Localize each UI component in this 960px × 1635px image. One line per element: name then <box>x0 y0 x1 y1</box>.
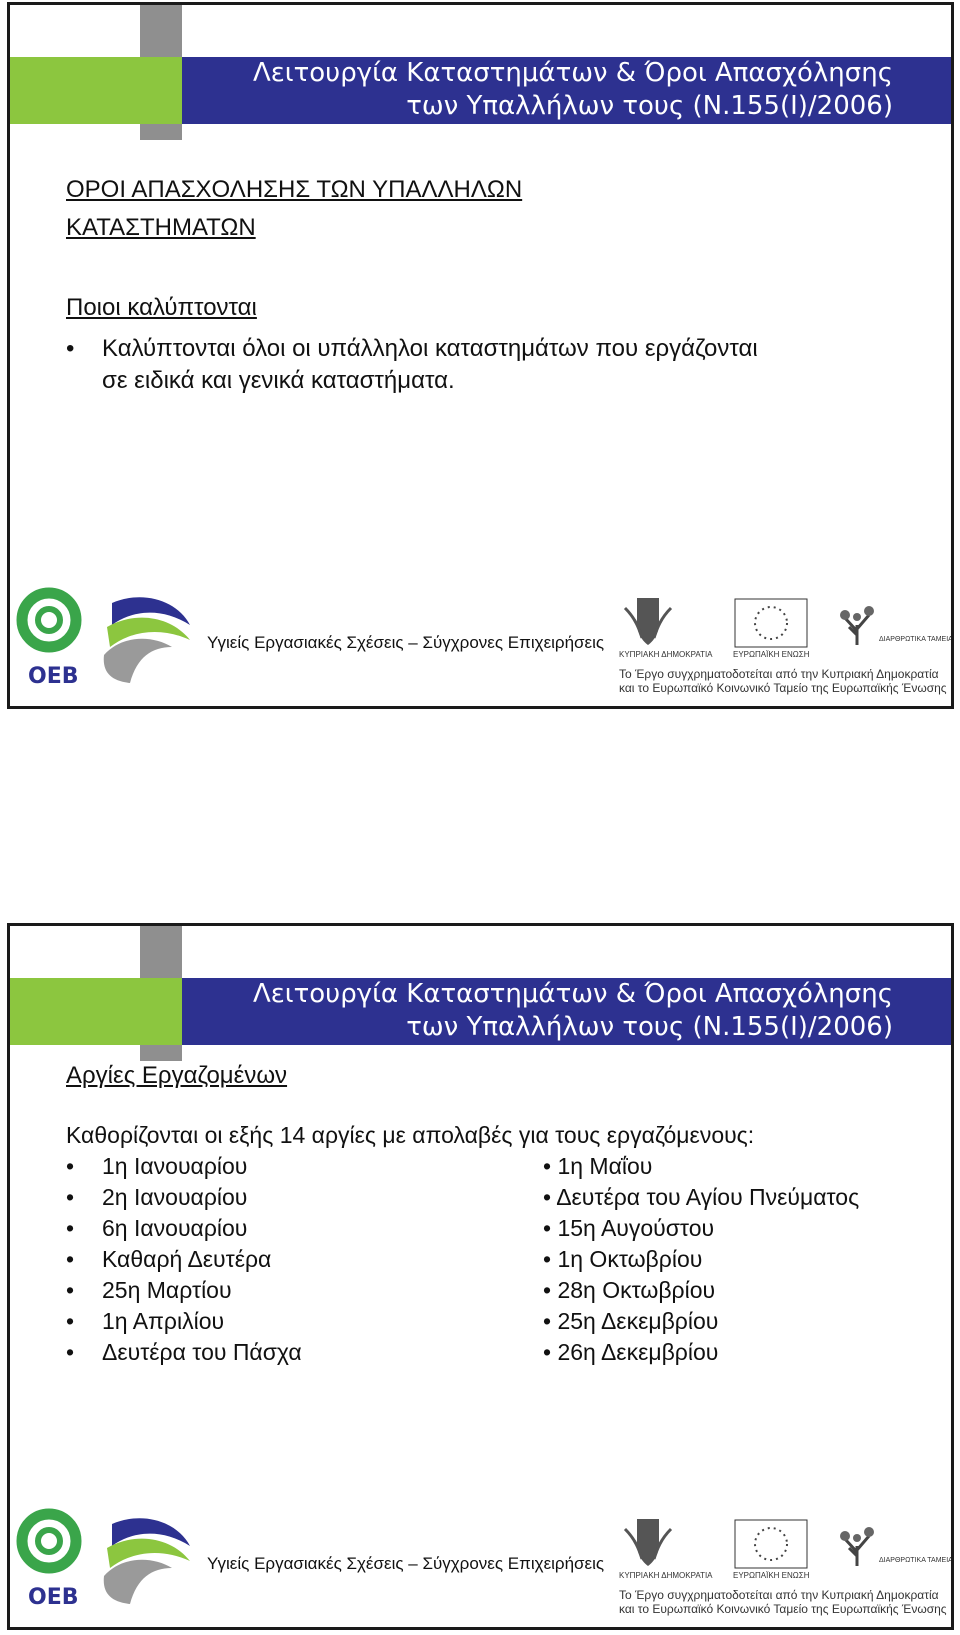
list-item: • 25η Μαρτίου <box>66 1277 232 1303</box>
eu-flag-icon <box>735 599 807 647</box>
list-item: • 2η Ιανουαρίου <box>66 1184 248 1210</box>
list-item: • 28η Οκτωβρίου <box>543 1277 716 1303</box>
slide-1 <box>7 2 954 709</box>
slide-title-line-2: των Υπαλλήλων τους (Ν.155(Ι)/2006) <box>406 91 893 121</box>
footer-text: Υγιείς Εργασιακές Σχέσεις – Σύγχρονες Επιχειρήσεις <box>207 1554 605 1573</box>
structural-funds-tree-icon <box>840 1527 874 1566</box>
government-logos <box>617 593 954 708</box>
list-item: • 1η Ιανουαρίου <box>66 1153 248 1179</box>
decorative-green-bar <box>10 57 182 124</box>
slide-title-line-2: των Υπαλλήλων τους (Ν.155(Ι)/2006) <box>406 1012 893 1042</box>
svg-text:OEB: OEB <box>28 664 79 689</box>
oeb-logo <box>12 585 197 695</box>
svg-text:Το Έργο συγχρηματοδοτείται από: Το Έργο συγχρηματοδοτείται από την Κυπριακή Δημοκρατία <box>619 1588 939 1602</box>
section-heading: Αργίες Εργαζομένων <box>66 1062 288 1089</box>
svg-text:ΕΥΡΩΠΑΪΚΗ ΕΝΩΣΗ: ΕΥΡΩΠΑΪΚΗ ΕΝΩΣΗ <box>733 650 810 659</box>
svg-text:και το Ευρωπαϊκό Κοινωνικό Ταμ: και το Ευρωπαϊκό Κοινωνικό Ταμείο της Ευρωπαϊκής Ένωσης <box>619 1602 947 1616</box>
svg-text:ΚΥΠΡΙΑΚΗ ΔΗΜΟΚΡΑΤΙΑ: ΚΥΠΡΙΑΚΗ ΔΗΜΟΚΡΑΤΙΑ <box>619 1571 713 1580</box>
slide-title-line-1: Λειτουργία Καταστημάτων & Όροι Απασχόλησης <box>252 979 893 1009</box>
bullet-dot: • <box>66 335 75 362</box>
list-item: • 1η Οκτωβρίου <box>543 1246 703 1272</box>
intro-text: Καθορίζονται οι εξής 14 αργίες με απολαβές για τους εργαζόμενους: <box>66 1122 755 1148</box>
bullet-text-line-2: σε ειδικά και γενικά καταστήματα. <box>102 367 455 394</box>
list-item: • 25η Δεκεμβρίου <box>543 1308 719 1334</box>
svg-text:ΔΙΑΡΘΡΩΤΙΚΑ ΤΑΜΕΙΑ: ΔΙΑΡΘΡΩΤΙΚΑ ΤΑΜΕΙΑ <box>879 1557 953 1564</box>
slide-title-line-1: Λειτουργία Καταστημάτων & Όροι Απασχόλησης <box>252 58 893 88</box>
list-item: • 1η Μαΐου <box>543 1153 653 1179</box>
eu-flag-icon <box>735 1520 807 1568</box>
oeb-logo <box>12 1506 197 1616</box>
bullet-item <box>66 333 758 364</box>
svg-text:ΔΙΑΡΘΡΩΤΙΚΑ ΤΑΜΕΙΑ: ΔΙΑΡΘΡΩΤΙΚΑ ΤΑΜΕΙΑ <box>879 636 953 643</box>
footer-text: Υγιείς Εργασιακές Σχέσεις – Σύγχρονες Επιχειρήσεις <box>207 633 605 652</box>
list-item: • Καθαρή Δευτέρα <box>66 1246 272 1272</box>
cyprus-emblem-icon <box>625 1519 671 1566</box>
svg-text:ΚΥΠΡΙΑΚΗ ΔΗΜΟΚΡΑΤΙΑ: ΚΥΠΡΙΑΚΗ ΔΗΜΟΚΡΑΤΙΑ <box>619 650 713 659</box>
section-heading-line-2: ΚΑΤΑΣΤΗΜΑΤΩΝ <box>66 214 256 241</box>
structural-funds-tree-icon <box>840 606 874 645</box>
svg-text:OEB: OEB <box>28 1585 79 1610</box>
list-item: • 1η Απριλίου <box>66 1308 225 1334</box>
list-item: • 15η Αυγούστου <box>543 1215 715 1241</box>
list-item: • 6η Ιανουαρίου <box>66 1215 248 1241</box>
cyprus-emblem-icon <box>625 598 671 645</box>
list-item: • 26η Δεκεμβρίου <box>543 1339 719 1365</box>
svg-text:και το Ευρωπαϊκό Κοινωνικό Ταμ: και το Ευρωπαϊκό Κοινωνικό Ταμείο της Ευρωπαϊκής Ένωσης <box>619 681 947 695</box>
slide-title <box>182 978 951 1045</box>
bullet-text-line-1: Καλύπτονται όλοι οι υπάλληλοι καταστημάτων που εργάζονται <box>102 335 758 362</box>
slide-title <box>182 57 951 124</box>
decorative-green-bar <box>10 978 182 1045</box>
list-item: • Δευτέρα του Πάσχα <box>66 1339 302 1365</box>
government-logos <box>617 1514 954 1629</box>
list-item: • Δευτέρα του Αγίου Πνεύματος <box>543 1184 860 1210</box>
svg-text:Το Έργο συγχρηματοδοτείται από: Το Έργο συγχρηματοδοτείται από την Κυπριακή Δημοκρατία <box>619 667 939 681</box>
svg-text:ΕΥΡΩΠΑΪΚΗ ΕΝΩΣΗ: ΕΥΡΩΠΑΪΚΗ ΕΝΩΣΗ <box>733 1571 810 1580</box>
slide-2 <box>7 923 954 1630</box>
subheading: Ποιοι καλύπτονται <box>66 294 257 321</box>
section-heading-line-1: ΟΡΟΙ ΑΠΑΣΧΟΛΗΣΗΣ ΤΩΝ ΥΠΑΛΛΗΛΩΝ <box>66 176 523 203</box>
